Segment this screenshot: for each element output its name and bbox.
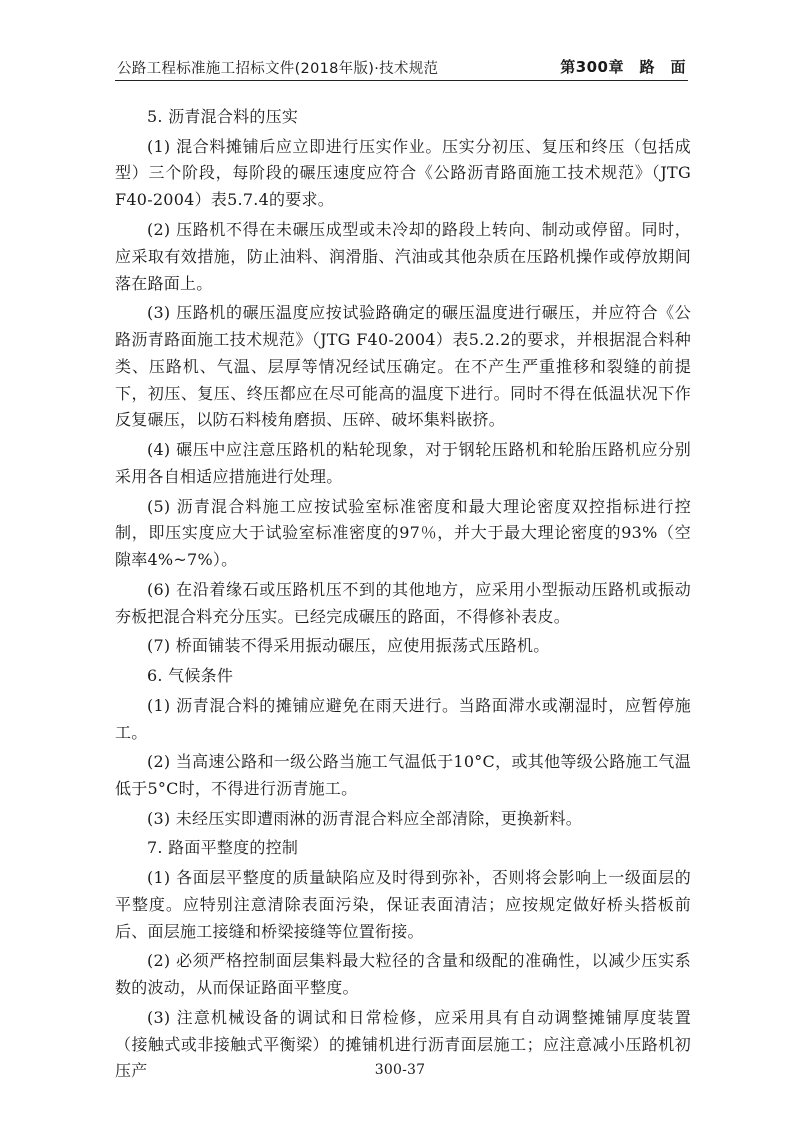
page-number: 300-37 xyxy=(374,1062,426,1078)
paragraph: (2) 必须严格控制面层集料最大粒径的含量和级配的准确性，以减少压实系数的波动，从而保证路面平整度。 xyxy=(115,951,691,998)
section-heading: 7. 路面平整度的控制 xyxy=(147,838,299,858)
section-heading: 5. 沥青混合料的压实 xyxy=(147,107,299,126)
section-heading: 6. 气候条件 xyxy=(147,666,234,686)
paragraph: (1) 沥青混合料的摊铺应避免在雨天进行。当路面滞水或潮湿时，应暂停施工。 xyxy=(115,695,691,742)
paragraph: (4) 碾压中应注意压路机的粘轮现象，对于钢轮压路机和轮胎压路机应分别采用各自相适应措施进行处理。 xyxy=(115,440,691,486)
paragraph: (2) 当高速公路和一级公路当施工气温低于10°C，或其他等级公路施工气温低于5°C时，不得进行沥青施工。 xyxy=(115,752,691,799)
paragraph: (5) 沥青混合料施工应按试验室标准密度和最大理论密度双控指标进行控制，即压实度应大于试验室标准密度的97％，并大于最大理论密度的93%（空隙率4%~7%）。 xyxy=(115,496,691,570)
paragraph: (6) 在沿着缘石或压路机压不到的其他地方，应采用小型振动压路机或振动夯板把混合料充分压实。已经完成碾压的路面，不得修补表皮。 xyxy=(115,579,691,626)
header-chapter-title: 第300章 路 面 xyxy=(560,58,686,76)
body-text xyxy=(115,104,691,1088)
paragraph: (3) 压路机的碾压温度应按试验路确定的碾压温度进行碾压，并应符合《公路沥青路面施工技术规范》（JTG F40-2004）表5.2.2的要求，并根据混合料种类、压路机、气温、层厚等情况经试压确定。在不产生严重推移和裂缝的前提下，初压、复压、终压都应在尽可能高的温度下进行。同时不得在低温状况下作反复碾压，以防石料棱角磨损、压碎、破坏集料嵌挤。 xyxy=(115,303,691,430)
paragraph: (2) 压路机不得在未碾压成型或未冷却的路段上转向、制动或停留。同时，应采取有效措施，防止油料、润滑脂、汽油或其他杂质在压路机操作或停放期间落在路面上。 xyxy=(115,219,691,293)
paragraph: (1) 各面层平整度的质量缺陷应及时得到弥补，否则将会影响上一级面层的平整度。应特别注意清除表面污染，保证表面清洁；应按规定做好桥头搭板前后、面层施工接缝和桥梁接缝等位置衔接。 xyxy=(115,868,691,941)
header-document-title: 公路工程标准施工招标文件(2018年版)·技术规范 xyxy=(117,61,439,77)
paragraph: (3) 注意机械设备的调试和日常检修，应采用具有自动调整摊铺厚度装置（接触式或非接触式平衡梁）的摊铺机进行沥青面层施工；应注意减小压路机初压产 xyxy=(115,1007,691,1081)
paragraph: (1) 混合料摊铺后应立即进行压实作业。压实分初压、复压和终压（包括成型）三个阶段，每阶段的碾压速度应符合《公路沥青路面施工技术规范》（JTG F40-2004）表5.7.4的要求。 xyxy=(115,136,691,210)
paragraph: (7) 桥面铺装不得采用振动碾压，应使用振荡式压路机。 xyxy=(147,636,550,656)
page-header xyxy=(115,52,688,81)
paragraph: (3) 未经压实即遭雨淋的沥青混合料应全部清除，更换新料。 xyxy=(147,808,583,828)
